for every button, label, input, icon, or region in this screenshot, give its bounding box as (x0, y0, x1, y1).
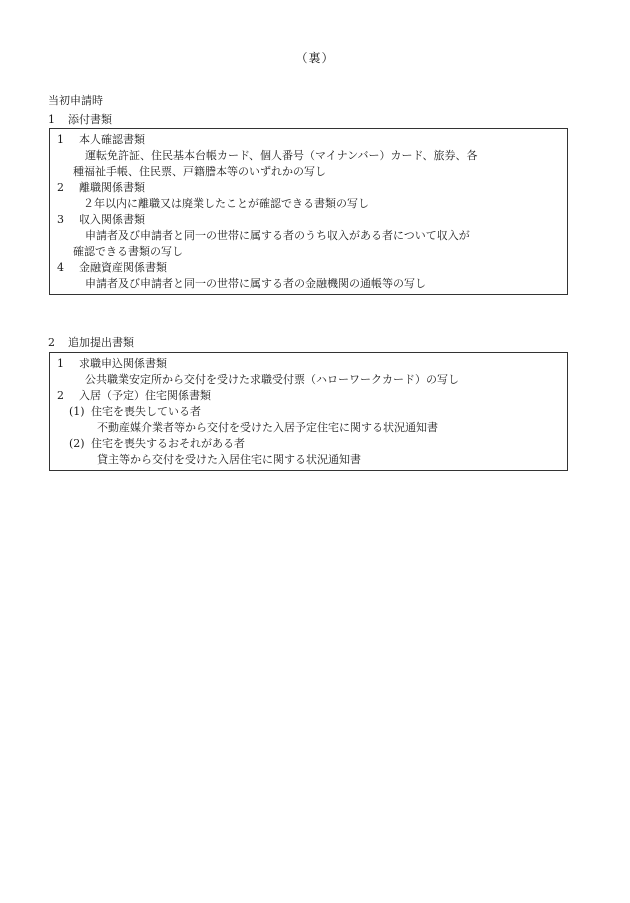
item-title-text: 離職関係書類 (79, 181, 145, 194)
item-description: 申請者及び申請者と同一の世帯に属する者のうち収入がある者について収入が (85, 229, 470, 242)
attachments-box (49, 128, 568, 295)
list-item-title (57, 132, 561, 148)
intro-heading: 当初申請時 (48, 94, 103, 107)
section1-number: 1 (48, 113, 55, 126)
item-description: 申請者及び申請者と同一の世帯に属する者の金融機関の通帳等の写し (85, 277, 426, 290)
list-item-title (57, 180, 561, 196)
item-number: 4 (57, 261, 64, 274)
sub-item-description: 貸主等から交付を受けた入居住宅に関する状況通知書 (97, 453, 361, 466)
list-item-title (57, 356, 561, 372)
item-title-text: 本人確認書類 (79, 133, 145, 146)
section2-title: 追加提出書類 (68, 336, 134, 349)
section2-number: 2 (48, 336, 55, 349)
sub-item-number: (1) (69, 405, 85, 418)
item-description: 公共職業安定所から交付を受けた求職受付票（ハローワークカード）の写し (85, 373, 459, 386)
item-description-continued: 種福祉手帳、住民票、戸籍謄本等のいずれかの写し (73, 165, 326, 178)
item-number: 3 (57, 213, 64, 226)
item-number: 1 (57, 357, 64, 370)
list-item-title (57, 212, 561, 228)
sub-item-title (57, 404, 561, 420)
additional-documents-box (49, 352, 568, 471)
item-title-text: 収入関係書類 (79, 213, 145, 226)
item-description: 運転免許証、住民基本台帳カード、個人番号（マイナンバー）カード、旅券、各 (85, 149, 478, 162)
item-title-text: 入居（予定）住宅関係書類 (79, 389, 211, 402)
list-item-title (57, 388, 561, 404)
sub-item-title (57, 436, 561, 452)
sub-item-description: 不動産媒介業者等から交付を受けた入居予定住宅に関する状況通知書 (97, 421, 438, 434)
page-title: （裏） (295, 51, 335, 65)
item-number: 2 (57, 181, 64, 194)
list-item-title (57, 260, 561, 276)
section1-title: 添付書類 (68, 113, 112, 126)
sub-item-number: (2) (69, 437, 85, 450)
sub-item-title-text: 住宅を喪失するおそれがある者 (91, 437, 245, 450)
sub-item-title-text: 住宅を喪失している者 (91, 405, 201, 418)
item-number: 1 (57, 133, 64, 146)
section1-heading (48, 112, 112, 128)
item-title-text: 金融資産関係書類 (79, 261, 167, 274)
section2-heading (48, 335, 134, 351)
item-description: ２年以内に離職又は廃業したことが確認できる書類の写し (83, 197, 369, 210)
item-number: 2 (57, 389, 64, 402)
item-description-continued: 確認できる書類の写し (73, 245, 183, 258)
item-title-text: 求職申込関係書類 (79, 357, 167, 370)
